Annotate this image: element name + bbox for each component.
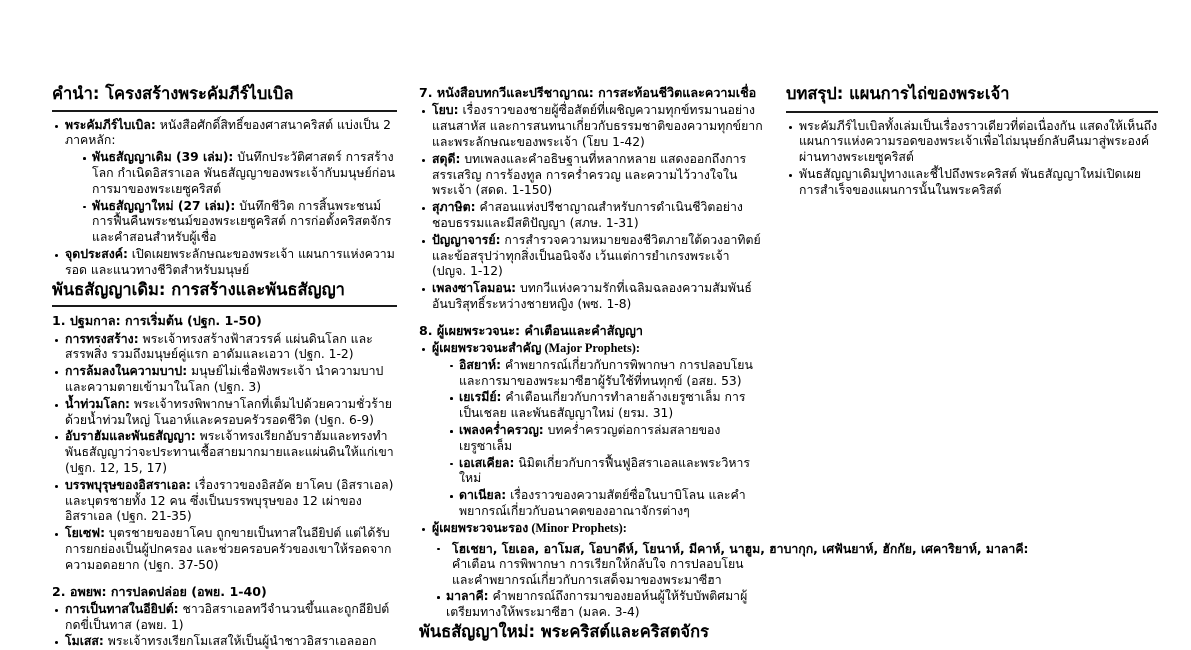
bullet-body: พระเจ้าทรงสร้างฟ้าสวรรค์ แผ่นดินโลก และสรรพสิ่ง รวมถึงมนุษย์คู่แรก อาดัมและเอวา (ปฐก. 1-2) [65, 331, 373, 362]
list-item [419, 152, 764, 199]
list-item [446, 358, 764, 390]
bullet-body: พระคัมภีร์ไบเบิลทั้งเล่มเป็นเรื่องราวเดียวที่ต่อเนื่องกัน แสดงให้เห็นถึงแผนการแห่งความรอดของพระเจ้าเพื่อไถ่มนุษย์กลับคืนมาสู่พระองค์ผ่านทางพระเยซูคริสต์ [799, 118, 1158, 165]
list-item [52, 478, 397, 525]
bullet-body: คำสอนแห่งปรีชาญาณสำหรับการดำเนินชีวิตอย่างชอบธรรมและมีสติปัญญา (สภษ. 1-31) [432, 200, 743, 230]
heading-rule [52, 305, 397, 307]
bullet-lead: อับราฮัมและพันธสัญญา: [65, 429, 196, 444]
column-left [52, 84, 397, 649]
list-item [419, 103, 764, 150]
minor-prophets-list [419, 541, 1029, 621]
bullet-body: บันทึกประวัติศาสตร์ การสร้างโลก กำเนิดอิสราเอล พันธสัญญาของพระเจ้ากับมนุษย์ก่อนการมาของพระเยซูคริสต์ [92, 150, 395, 196]
bullet-lead: โยเซฟ: [65, 526, 105, 541]
list-item [786, 119, 1158, 166]
list-item [52, 602, 397, 634]
list-item [446, 488, 764, 520]
bullet-body: พระเจ้าทรงพิพากษาโลกที่เต็มไปด้วยความชั่วร้ายด้วยน้ำท่วมใหญ่ โนอาห์และครอบครัวรอดชีวิต (ปฐก. 6-9) [65, 396, 392, 427]
bullet-lead: การล้มลงในความบาป: [65, 364, 188, 379]
list-item [52, 429, 397, 476]
bullet-lead: พันธสัญญาใหม่ (27 เล่ม): [92, 198, 236, 213]
list-item [419, 281, 764, 313]
poetry-bullet-list [419, 103, 764, 312]
bullet-body: บุตรชายของยาโคบ ถูกขายเป็นทาสในอียิปต์ แต่ได้รับการยกย่องเป็นผู้ปกครอง และช่วยครอบครัวของเขาให้รอดจากความอดอยาก (ปฐก. 37-50) [65, 526, 392, 572]
bullet-body: คำเตือนเกี่ยวกับการทำลายล้างเยรูซาเล็ม การเป็นเชลย และพันธสัญญาใหม่ (ยรม. 31) [459, 390, 746, 421]
list-item [786, 167, 1158, 199]
list-item [419, 341, 764, 520]
bullet-body: นิมิตเกี่ยวกับการฟื้นฟูอิสราเอลและพระวิหารใหม่ [459, 455, 751, 486]
bullet-lead: น้ำท่วมโลก: [65, 396, 130, 411]
bullet-body: พันธสัญญาเดิมปูทางและชี้ไปถึงพระคริสต์ พันธสัญญาใหม่เปิดเผยการสำเร็จของแผนการนั้นในพระคริสต์ [799, 167, 1142, 197]
bullet-lead: มาลาคี: [446, 589, 489, 604]
bullet-lead-latin: (Major Prophets): [541, 341, 640, 356]
subsection-heading-poetry: 7. หนังสือบทกวีและปรีชาญาณ: การสะท้อนชีวิตและความเชื่อ [419, 85, 757, 100]
list-item [79, 199, 397, 246]
list-item [419, 233, 764, 280]
bullet-lead: เพลงคร่ำครวญ: [459, 423, 544, 438]
bullet-body: บันทึกชีวิต การสิ้นพระชนม์ การฟื้นคืนพระชนม์ของพระเยซูคริสต์ การก่อตั้งคริสตจักร และคำสอนสำหรับผู้เชื่อ [92, 198, 392, 245]
bullet-body: บทกวีแห่งความรักที่เฉลิมฉลองความสัมพันธ์อันบริสุทธิ์ระหว่างชายหญิง (พซ. 1-8) [432, 281, 752, 311]
bullet-body: มนุษย์ไม่เชื่อฟังพระเจ้า นำความบาปและความตายเข้ามาในโลก (ปฐก. 3) [65, 364, 384, 394]
section-heading-conclusion: บทสรุป: แผนการไถ่ของพระเจ้า [786, 84, 1010, 103]
bullet-lead: การเป็นทาสในอียิปต์: [65, 601, 179, 616]
bullet-lead: จุดประสงค์: [65, 247, 128, 261]
bullet-lead: เพลงซาโลมอน: [432, 281, 517, 296]
bullet-body: เรื่องราวของความสัตย์ซื่อในบาบิโลน และคำพยากรณ์เกี่ยวกับอนาคตของอาณาจักรต่างๆ [459, 488, 746, 519]
bullet-body: เรื่องราวของอิสอัค ยาโคบ (อิสราเอล) และบุตรชายทั้ง 12 คน ซึ่งเป็นบรรพบุรุษของ 12 เผ่าของอิสราเอล (ปฐก. 21-35) [65, 477, 394, 524]
bullet-lead: การทรงสร้าง: [65, 331, 139, 346]
list-item [446, 456, 764, 488]
list-item [52, 332, 397, 364]
intro-bullet-list [52, 118, 397, 279]
bullet-lead: ปัญญาจารย์: [432, 232, 501, 247]
heading-rule [786, 111, 1158, 113]
bullet-lead: ดาเนียล: [459, 488, 507, 503]
bullet-body: ชาวอิสราเอลทวีจำนวนขึ้นและถูกอียิปต์กดขี่เป็นทาส (อพย. 1) [65, 601, 390, 632]
prophets-bullet-list [419, 341, 764, 537]
bullet-body: เรื่องราวของชายผู้ซื่อสัตย์ที่เผชิญความทุกข์ทรมานอย่างแสนสาหัส และการสนทนาเกี่ยวกับธรรมชาติของความทุกข์ยากและพระลักษณะของพระเจ้า (โยบ 1-42) [432, 103, 763, 149]
minor-prophets-entry [446, 541, 1029, 589]
bullet-body: บทเพลงและคำอธิษฐานที่หลากหลาย แสดงออกถึงการสรรเสริญ การร้องทูล การคร่ำครวญ และความไว้วางใจในพระเจ้า (สดด. 1-150) [432, 151, 747, 198]
bullet-body: คำพยากรณ์เกี่ยวกับการพิพากษา การปลอบโยน และการมาของพระมาซีฮาผู้รับใช้ที่ทนทุกข์ (อสย. 53) [459, 357, 753, 388]
minor-prophets-names: โฮเชยา, โยเอล, อาโมส, โอบาดีห์, โยนาห์, มีคาห์, นาฮูม, ฮาบากุก, เศฟันยาห์, ฮักกัย, เศคาริยาห์, มาลาคี: [452, 541, 1029, 556]
list-item [433, 541, 1029, 589]
list-item [419, 200, 764, 232]
bullet-body: หนังสือศักดิ์สิทธิ์ของศาสนาคริสต์ แบ่งเป็น 2 ภาคหลัก: [65, 117, 391, 148]
list-item [52, 118, 397, 246]
bullet-lead: โมเสส: [65, 634, 104, 649]
subsection-heading-prophets: 8. ผู้เผยพระวจนะ: คำเตือนและคำสัญญา [419, 322, 643, 338]
bullet-lead: ผู้เผยพระวจนะสำคัญ [432, 341, 542, 356]
bullet-lead: เอเสเคียล: [459, 455, 515, 470]
minor-prophets-description: คำเตือน การพิพากษา การเรียกให้กลับใจ การปลอบโยน และคำพยากรณ์เกี่ยวกับการเสด็จมาของพระมาซีฮา [452, 557, 744, 588]
bullet-body: การสำรวจความหมายของชีวิตภายใต้ดวงอาทิตย์ และข้อสรุปว่าทุกสิ่งเป็นอนิจจัง เว้นแต่การยำเกรงพระเจ้า (ปญจ. 1-12) [432, 232, 761, 279]
bullet-body: พระเจ้าทรงเรียกโมเสสให้เป็นผู้นำชาวอิสราเอลออก [103, 634, 377, 649]
bullet-lead: อิสยาห์: [459, 357, 502, 372]
conclusion-bullet-list [786, 119, 1158, 199]
bullet-lead-latin: (Minor Prophets): [528, 520, 627, 535]
bullet-body: บทคร่ำครวญต่อการล่มสลายของเยรูซาเล็ม [459, 423, 721, 453]
list-item [446, 390, 764, 422]
bullet-lead: สดุดี: [432, 151, 461, 166]
list-item [433, 589, 764, 621]
section-heading-intro: คำนำ: โครงสร้างพระคัมภีร์ไบเบิล [52, 84, 294, 103]
bullet-body: พระเจ้าทรงเรียกอับราฮัมและทรงทำพันธสัญญาว่าจะประทานเชื้อสายมากมายและแผ่นดินให้แก่เขา (ปฐก. 12, 15, 17) [65, 429, 394, 475]
list-item [52, 397, 397, 429]
list-item [52, 634, 397, 650]
list-item [52, 526, 397, 573]
major-prophets-list [432, 358, 764, 520]
bullet-body: เปิดเผยพระลักษณะของพระเจ้า แผนการแห่งความรอด และแนวทางชีวิตสำหรับมนุษย์ [65, 247, 395, 277]
section-heading-new-testament: พันธสัญญาใหม่: พระคริสต์และคริสตจักร [419, 621, 709, 641]
list-item [446, 423, 764, 455]
genesis-bullet-list [52, 332, 397, 574]
subsection-heading-exodus: 2. อพยพ: การปลดปล่อย (อพย. 1-40) [52, 583, 267, 599]
section-heading-old-testament: พันธสัญญาเดิม: การสร้างและพันธสัญญา [52, 279, 345, 299]
list-item [79, 150, 397, 197]
bullet-lead: พันธสัญญาเดิม (39 เล่ม): [92, 150, 234, 165]
bullet-lead: พระคัมภีร์ไบเบิล: [65, 117, 156, 132]
nested-bullet-list [65, 150, 397, 246]
heading-rule [52, 110, 397, 112]
bullet-lead: ผู้เผยพระวจนะรอง [432, 520, 529, 535]
bullet-lead: โยบ: [432, 103, 459, 118]
bullet-lead: เยเรมีย์: [459, 390, 502, 405]
list-item [419, 521, 764, 537]
exodus-bullet-list [52, 602, 397, 650]
list-item [52, 364, 397, 396]
bullet-body: คำพยากรณ์ถึงการมาของยอห์นผู้ให้รับบัพติศมาผู้เตรียมทางให้พระมาซีฮา (มลค. 3-4) [446, 589, 748, 619]
subsection-heading-genesis: 1. ปฐมกาล: การเริ่มต้น (ปฐก. 1-50) [52, 313, 262, 329]
bullet-lead: บรรพบุรุษของอิสราเอล: [65, 477, 191, 492]
three-column-layout [52, 84, 1158, 649]
bullet-lead: สุภาษิต: [432, 200, 476, 215]
list-item [52, 247, 397, 279]
